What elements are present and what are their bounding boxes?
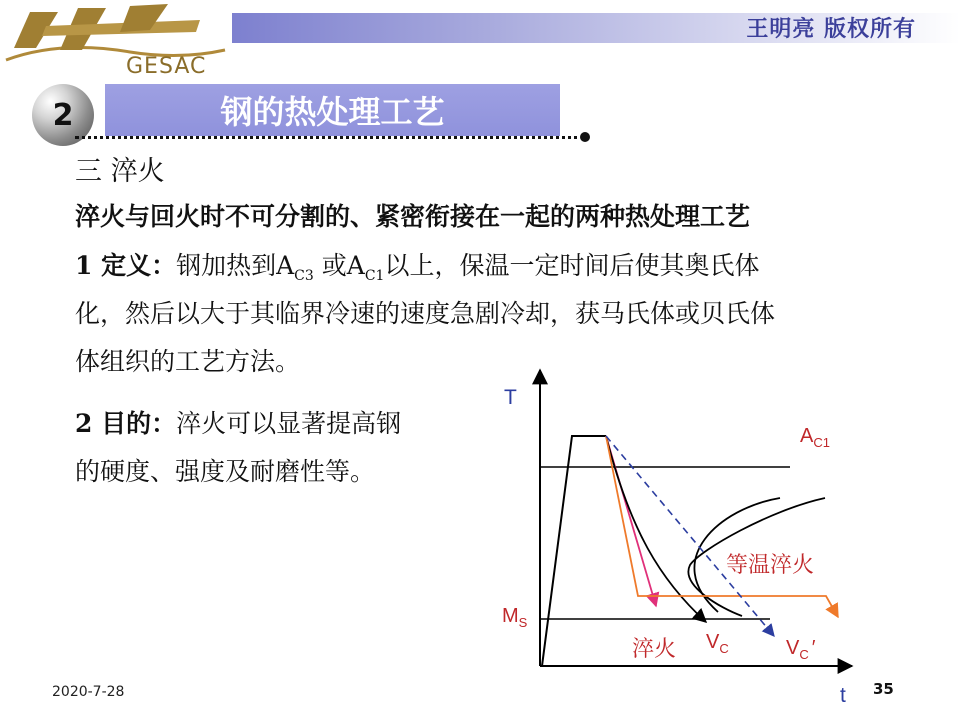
vc-critical-curve — [606, 436, 706, 622]
definition-label: 1 定义： — [75, 251, 177, 280]
section-title: 钢的热处理工艺 — [220, 93, 445, 131]
title-underline-end-dot — [580, 132, 590, 142]
definition-line-2: 化，然后以大于其临界冷速的速度急剧冷却，获马氏体或贝氏体 — [75, 299, 776, 328]
vc-label: $V_C$ — [706, 631, 729, 656]
section-title-box — [105, 84, 560, 136]
ms-label: $M_S$ — [502, 605, 528, 630]
title-underline — [75, 136, 585, 139]
definition-text-a: 钢加热到A — [176, 251, 295, 280]
ac1-subscript: C1 — [364, 268, 385, 284]
purpose-label: 2 目的： — [75, 409, 177, 438]
definition-text-c: 以上，保温一定时间后使其奥氏体 — [384, 251, 760, 280]
copyright-text: 王明亮 版权所有 — [746, 16, 916, 42]
heading: 三 淬火 — [75, 156, 165, 187]
purpose-text-1: 淬火可以显著提高钢 — [176, 409, 402, 438]
ac1-label: $A_{C1}$ — [800, 425, 830, 450]
section-number: 2 — [52, 97, 74, 133]
purpose-line-2: 的硬度、强度及耐磨性等。 — [75, 457, 376, 486]
isothermal-quench-curve — [606, 436, 838, 617]
subtitle: 淬火与回火时不可分割的、紧密衔接在一起的两种热处理工艺 — [75, 202, 751, 231]
quenching-cooling-curve-diagram — [480, 360, 880, 710]
definition-text-b: 或A — [313, 251, 365, 280]
logo-bar — [42, 20, 200, 36]
isothermal-quench-label: 等温淬火 — [726, 553, 815, 578]
footer-date: 2020-7-28 — [52, 684, 125, 700]
x-axis-label: t — [840, 684, 846, 707]
definition-line-3: 体组织的工艺方法。 — [75, 347, 301, 376]
quench-label: 淬火 — [632, 637, 677, 662]
page-number: 35 — [873, 680, 894, 698]
heating-hold-curve — [542, 436, 606, 666]
ac3-subscript: C3 — [294, 268, 314, 284]
logo-text: GESAC — [126, 54, 207, 79]
y-axis-label: T — [504, 386, 517, 409]
vc-prime-label: $V_C$ ′ — [786, 637, 816, 662]
purpose-line-1 — [75, 400, 401, 448]
